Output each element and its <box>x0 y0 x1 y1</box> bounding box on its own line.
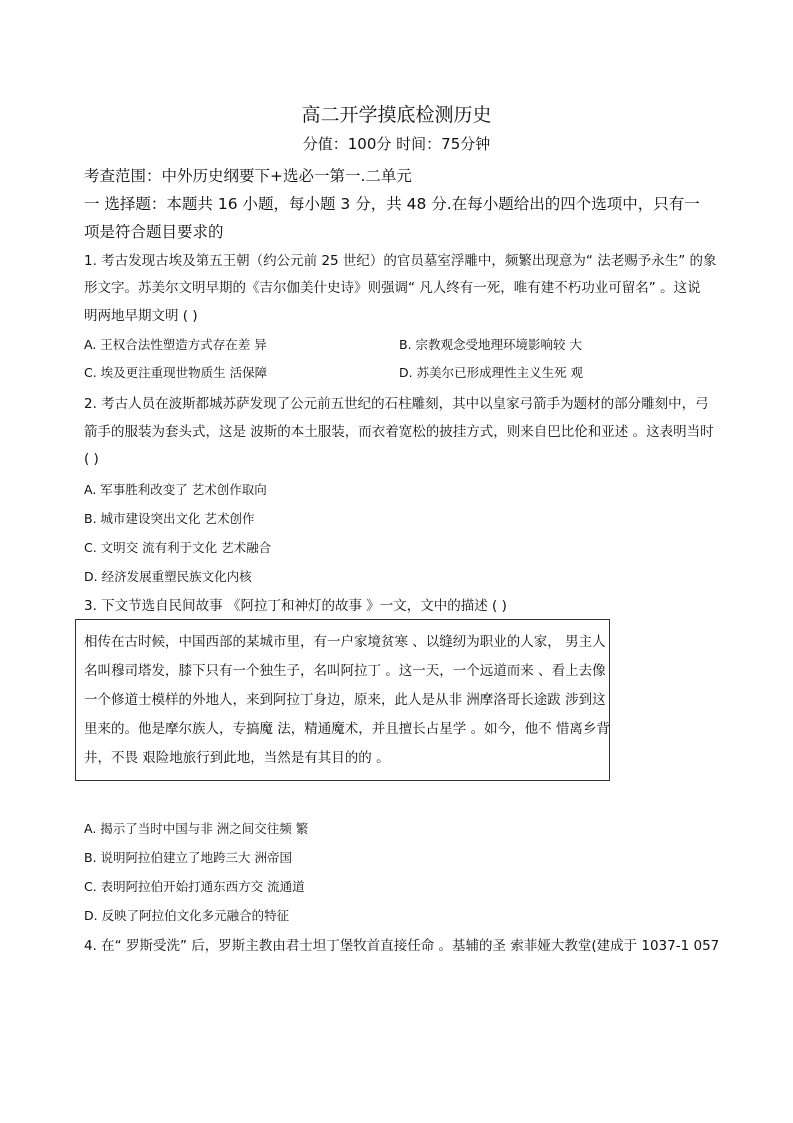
page-title: 高二开学摸底检测历史 <box>301 104 492 126</box>
question-2-line-3: ( ) <box>84 451 99 467</box>
question-3-option-c[interactable]: C. 表明阿拉伯开始打通东西方交 流通道 <box>84 879 305 894</box>
section-instruction-line-2: 项是符合题目要求的 <box>84 223 224 241</box>
question-3-option-a[interactable]: A. 揭示了当时中国与非 洲之间交往频 繁 <box>84 821 309 836</box>
question-2-option-a[interactable]: A. 军事胜利改变了 艺术创作取向 <box>84 482 267 497</box>
question-2-option-b[interactable]: B. 城市建设突出文化 艺术创作 <box>84 511 255 526</box>
question-2-option-c[interactable]: C. 文明交 流有利于文化 艺术融合 <box>84 540 272 555</box>
question-1-option-b[interactable]: B. 宗教观念受地理环境影响较 大 <box>399 337 582 352</box>
question-4-line-1: 4. 在“ 罗斯受洗” 后，罗斯主教由君士坦丁堡牧首直接任命 。基辅的圣 索菲娅大教堂(建成于 1037-1 057 <box>84 938 720 954</box>
passage-line-2: 名叫穆司塔发，膝下只有一个独生子，名叫阿拉丁 。这一天，一个远道而来 、看上去像 <box>84 663 606 679</box>
passage-line-4: 里来的。他是摩尔族人，专搞魔 法，精通魔术，并且擅长占星学 。如今，他不 惜离乡背 <box>84 721 610 737</box>
passage-line-1: 相传在古时候，中国西部的某城市里，有一户家境贫寒 、以缝纫为职业的人家， 男主人 <box>84 634 606 650</box>
question-1-line-1: 1. 考古发现古埃及第五王朝（约公元前 25 世纪）的官员墓室浮雕中，频繁出现意为“ 法老赐予永生” 的象 <box>84 253 717 269</box>
question-3-option-b[interactable]: B. 说明阿拉伯建立了地跨三大 洲帝国 <box>84 850 292 865</box>
question-2-option-d[interactable]: D. 经济发展重塑民族文化内核 <box>84 569 252 584</box>
question-2-line-1: 2. 考古人员在波斯都城苏萨发现了公元前五世纪的石柱雕刻，其中以皇家弓箭手为题材的部分雕刻中，弓 <box>84 396 709 412</box>
passage-line-3: 一个修道士模样的外地人，来到阿拉丁身边，原来，此人是从非 洲摩洛哥长途跋 涉到这 <box>84 692 606 708</box>
question-1-line-2: 形文字。苏美尔文明早期的《吉尔伽美什史诗》则强调“ 凡人终有一死，唯有建不朽功业可留名” 。这说 <box>84 280 701 296</box>
question-3-line-1: 3. 下文节选自民间故事 《阿拉丁和神灯的故事 》一文，文中的描述 ( ) <box>84 598 507 614</box>
exam-scope: 考查范围：中外历史纲要下+选必一第一.二单元 <box>84 167 412 185</box>
question-2-line-2: 箭手的服装为套头式，这是 波斯的本土服装，而衣着宽松的披挂方式，则来自巴比伦和亚述 。这表明当时 <box>84 424 714 440</box>
question-1-option-c[interactable]: C. 埃及更注重现世物质生 活保障 <box>84 365 268 380</box>
score-time-line: 分值：100分 时间：75分钟 <box>302 135 491 153</box>
question-1-option-a[interactable]: A. 王权合法性塑造方式存在差 异 <box>84 337 267 352</box>
question-3-option-d[interactable]: D. 反映了阿拉伯文化多元融合的特征 <box>84 908 290 923</box>
passage-line-5: 井，不畏 艰险地旅行到此地，当然是有其目的的 。 <box>84 750 390 766</box>
question-1-option-d[interactable]: D. 苏美尔已形成理性主义生死 观 <box>399 365 584 380</box>
section-instruction-line-1: 一 选择题：本题共 16 小题，每小题 3 分，共 48 分.在每小题给出的四个选项中，只有一 <box>84 195 700 213</box>
question-1-line-3: 明两地早期文明 ( ) <box>84 308 198 324</box>
